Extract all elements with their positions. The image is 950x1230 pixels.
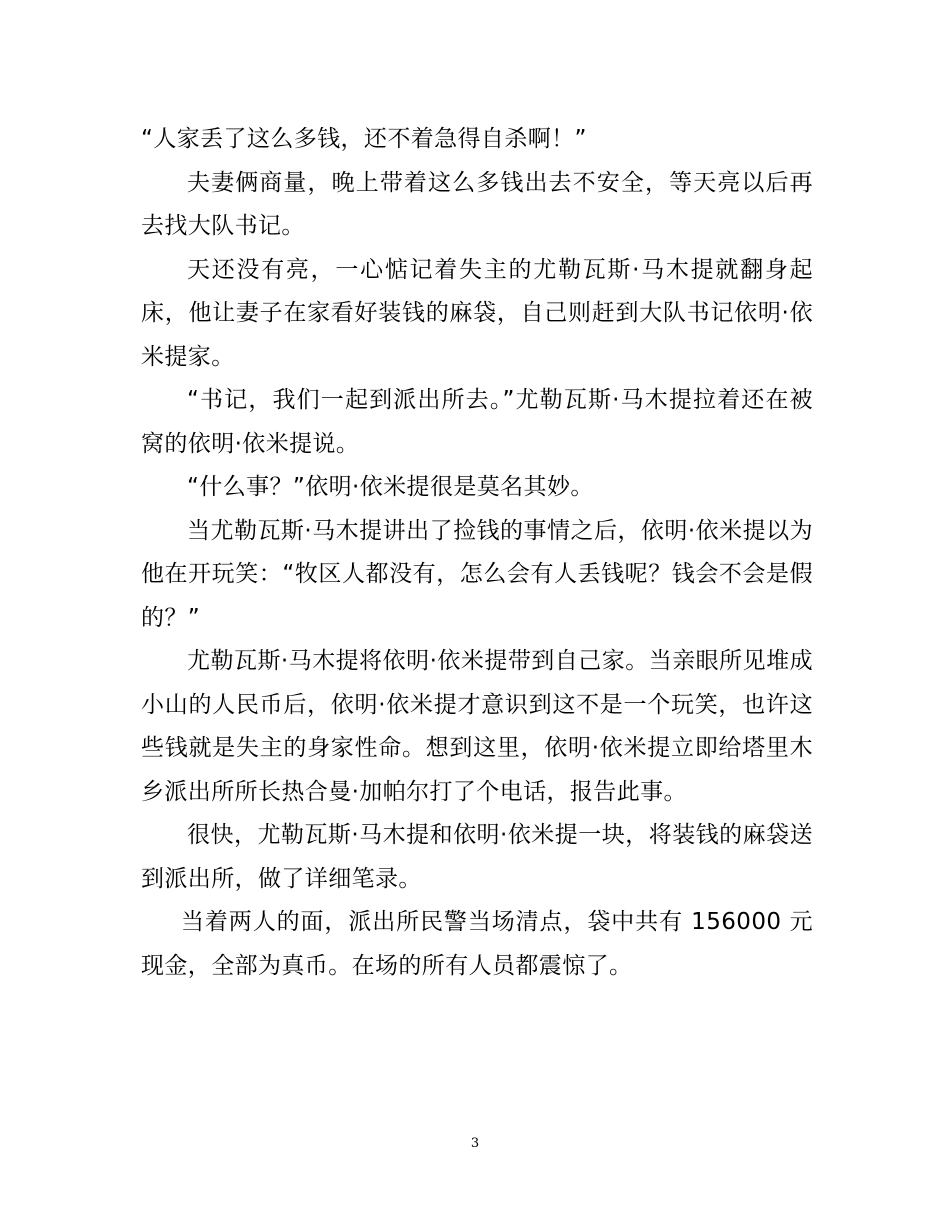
page-number: 3 (470, 1136, 480, 1151)
paragraph-9: 当着两人的面，派出所民警当场清点，袋中共有 156000 元现金，全部为真币。在场的所有人员都震惊了。 (141, 909, 813, 979)
paragraph-4: “书记，我们一起到派出所去。”尤勒瓦斯·马木提拉着还在被窝的依明·依米提说。 (141, 387, 813, 457)
paragraph-1: “人家丢了这么多钱，还不着急得自杀啊！” (141, 126, 587, 152)
paragraph-2: 夫妻俩商量，晚上带着这么多钱出去不安全，等天亮以后再去找大队书记。 (141, 169, 813, 239)
paragraph-5: “什么事？”依明·依米提很是莫名其妙。 (187, 474, 594, 500)
paragraph-7: 尤勒瓦斯·马木提将依明·依米提带到自己家。当亲眼所见堆成小山的人民币后，依明·依米提才意识到这不是一个玩笑，也许这些钱就是失主的身家性命。想到这里，依明·依米提立即给塔里木乡派出所所长热合曼·加帕尔打了个电话，报告此事。 (141, 648, 813, 805)
paragraph-8: 很快，尤勒瓦斯·马木提和依明·依米提一块，将装钱的麻袋送到派出所，做了详细笔录。 (141, 822, 813, 892)
body-text (141, 118, 813, 988)
paragraph-3: 天还没有亮，一心惦记着失主的尤勒瓦斯·马木提就翻身起床，他让妻子在家看好装钱的麻袋，自己则赶到大队书记依明·依米提家。 (141, 256, 813, 370)
paragraph-6: 当尤勒瓦斯·马木提讲出了捡钱的事情之后，依明·依米提以为他在开玩笑：“牧区人都没有，怎么会有人丢钱呢？钱会不会是假的？” (141, 517, 813, 631)
